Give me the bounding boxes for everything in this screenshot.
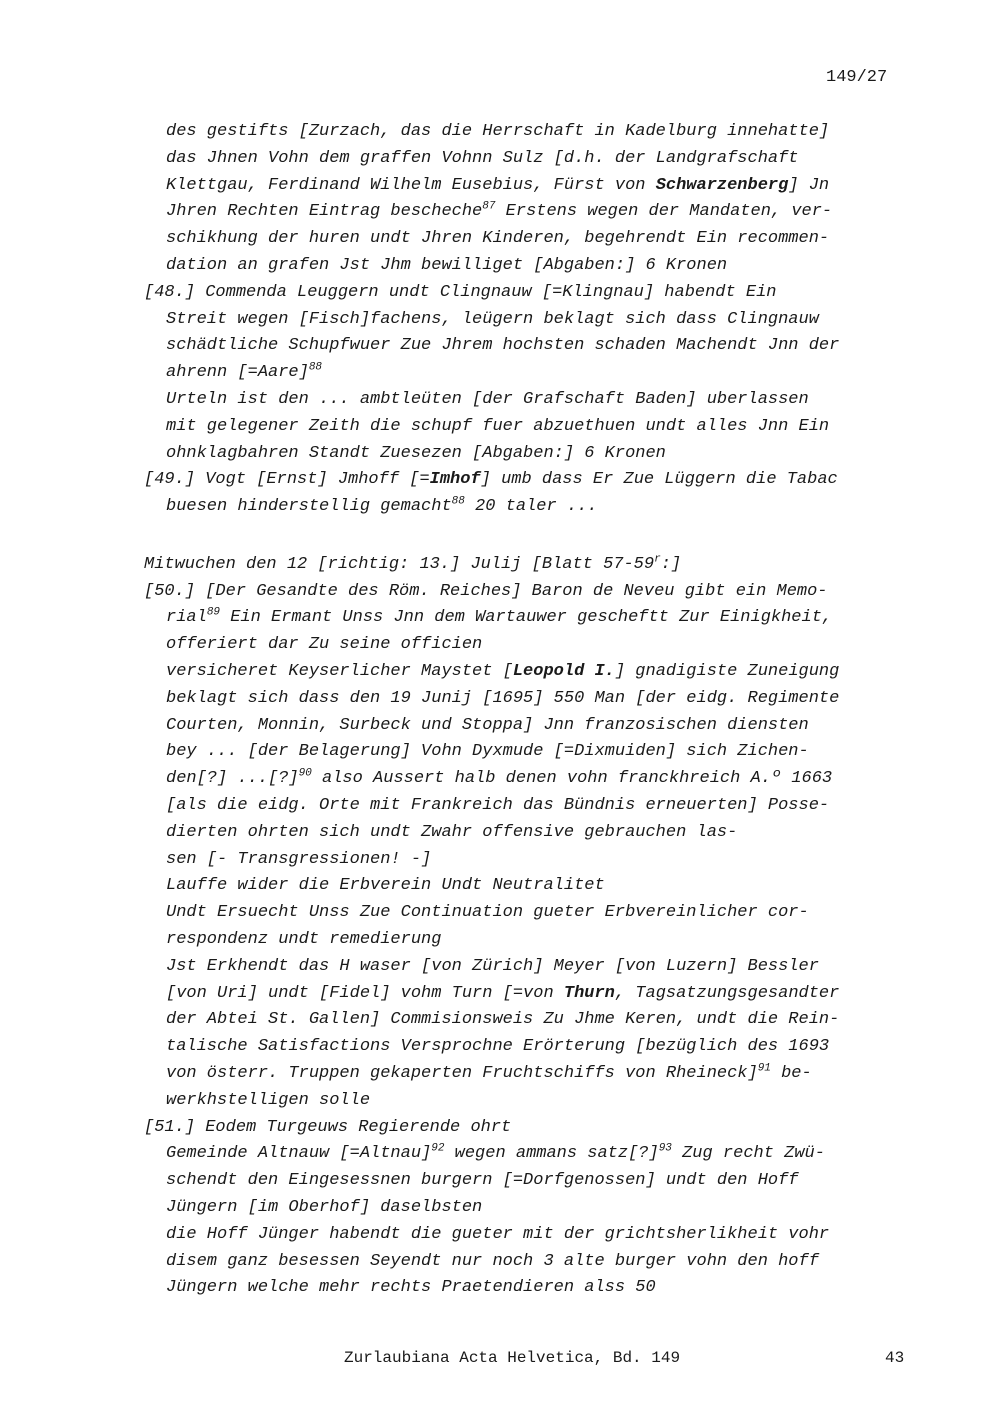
text-segment: schendt den Eingesessnen burgern [=Dorfgenossen] undt den Hoff [166, 1171, 799, 1190]
text-segment: [als die eidg. Orte mit Frankreich das Bündnis erneuerten] Posse- [166, 796, 830, 815]
text-segment: Jüngern [im Oberhof] daselbsten [166, 1198, 483, 1217]
text-segment: versicheret Keyserlicher Maystet [ [166, 662, 513, 681]
text-segment: :] [660, 555, 682, 574]
text-segment: [51.] Eodem Turgeuws Regierende ohrt [144, 1118, 512, 1137]
text-segment: offeriert dar Zu seine officien [166, 635, 483, 654]
footnote-ref: 89 [206, 606, 221, 619]
text-segment: Zug recht Zwü- [671, 1144, 825, 1163]
text-segment: wegen ammans satz[?] [444, 1144, 659, 1163]
text-segment: Lauffe wider die Erbverein Undt Neutralitet [166, 876, 605, 895]
text-segment: be- [770, 1064, 812, 1083]
text-segment: , Tagsatzungsgesandter [614, 984, 840, 1003]
text-segment: der Abtei St. Gallen] Commisionsweis Zu Jhme Keren, undt die Rein- [166, 1010, 840, 1029]
text-line [166, 1252, 819, 1272]
text-line [166, 444, 666, 464]
text-line [166, 984, 839, 1004]
footnote-ref: 91 [757, 1062, 771, 1075]
text-segment: respondenz undt remedierung [166, 930, 442, 949]
text-segment: ] Jn [788, 176, 830, 195]
text-line [166, 689, 839, 709]
footnote-ref: 87 [482, 200, 496, 213]
text-segment: 20 taler ... [464, 497, 598, 516]
footnote-ref: 88 [308, 361, 323, 374]
text-line [166, 850, 431, 870]
text-segment: werkhstelligen solle [166, 1091, 371, 1110]
text-line [166, 796, 829, 816]
text-line [166, 149, 799, 169]
bold-name: Leopold I. [512, 662, 615, 681]
text-line [144, 555, 681, 575]
text-segment: Streit wegen [Fisch]fachens, leügern beklagt sich dass Clingnauw [166, 310, 819, 329]
text-segment: schikhung der huren undt Jhren Kinderen, begehrendt Ein recommen- [166, 229, 830, 248]
bold-name: Imhof [429, 470, 481, 489]
text-line [166, 1091, 370, 1111]
footnote-ref: 93 [658, 1142, 672, 1155]
footer-title: Zurlaubiana Acta Helvetica, Bd. 149 [344, 1349, 681, 1367]
text-segment: [49.] Vogt [Ernst] Jmhoff [= [144, 470, 430, 489]
text-line [166, 716, 809, 736]
text-line [144, 470, 838, 490]
text-line [166, 876, 605, 896]
text-segment: Jüngern welche mehr rechts Praetendieren alss 50 [166, 1278, 656, 1297]
text-line [144, 582, 828, 602]
text-line [166, 1144, 825, 1164]
text-segment: sen [- Transgressionen! -] [166, 850, 432, 869]
text-segment: buesen hinderstellig gemacht [166, 497, 452, 516]
text-line [166, 635, 482, 655]
text-segment: [von Uri] undt [Fidel] vohm Turn [=von [166, 984, 564, 1003]
text-segment: Klettgau, Ferdinand Wilhelm Eusebius, Fürst von [166, 176, 656, 195]
text-segment: Undt Ersuecht Unss Zue Continuation gueter Erbvereinlicher cor- [166, 903, 809, 922]
text-line [166, 662, 839, 682]
text-segment: ahrenn [=Aare] [166, 363, 309, 382]
text-segment: Gemeinde Altnauw [=Altnau] [166, 1144, 432, 1163]
text-segment: talische Satisfactions Versprochne Erörterung [bezüglich des 1693 [166, 1037, 830, 1056]
text-line [166, 363, 322, 383]
text-segment: beklagt sich dass den 19 Junij [1695] 550 Man [der eidg. Regimente [166, 689, 840, 708]
text-line [166, 957, 819, 977]
text-line [166, 176, 829, 196]
text-segment: disem ganz besessen Seyendt nur noch 3 alte burger vohn den hoff [166, 1252, 819, 1271]
text-segment: von österr. Truppen gekaperten Fruchtschiffs von Rheineck] [166, 1064, 758, 1083]
text-line [166, 417, 829, 437]
text-segment: Jhren Rechten Eintrag bescheche [166, 202, 483, 221]
text-segment: den[?] ...[?] [166, 769, 299, 788]
text-line [166, 742, 809, 762]
text-line [166, 823, 737, 843]
footnote-ref: 92 [431, 1142, 445, 1155]
text-segment: ohnklagbahren Standt Zuesezen [Abgaben:] 6 Kronen [166, 444, 666, 463]
text-line [166, 122, 829, 142]
text-segment: bey ... [der Belagerung] Vohn Dyxmude [=Dixmuiden] sich Zichen- [166, 742, 809, 761]
text-line [166, 202, 832, 222]
text-line [166, 1225, 829, 1245]
text-segment: schädtliche Schupfwuer Zue Jhrem hochsten schaden Machendt Jnn der [166, 336, 840, 355]
text-segment: [50.] [Der Gesandte des Röm. Reiches] Baron de Neveu gibt ein Memo- [144, 582, 828, 601]
text-segment: rial [166, 608, 207, 627]
text-segment: Jst Erkhendt das H waser [von Zürich] Meyer [von Luzern] Bessler [166, 957, 819, 976]
bold-name: Schwarzenberg [655, 176, 789, 195]
footnote-ref: 90 [298, 767, 312, 780]
text-line [166, 1171, 799, 1191]
text-segment: also Aussert halb denen vohn franckhreich A.º 1663 [311, 769, 833, 788]
text-line [144, 283, 777, 303]
page-reference: 149/27 [826, 68, 888, 87]
text-line [166, 336, 839, 356]
text-segment: Mitwuchen den 12 [richtig: 13.] Julij [Blatt 57-59 [144, 555, 655, 574]
text-line [166, 608, 832, 628]
text-line [166, 769, 832, 789]
text-line [166, 1198, 482, 1218]
bold-name: Thurn [563, 984, 615, 1003]
text-line [166, 229, 829, 249]
text-line [166, 256, 727, 276]
text-segment: dierten ohrten sich undt Zwahr offensive gebrauchen las- [166, 823, 738, 842]
text-line [166, 930, 441, 950]
text-line [166, 1278, 656, 1298]
text-segment: Ein Ermant Unss Jnn dem Wartauwer gescheftt Zur Einigkheit, [220, 608, 833, 627]
text-line [166, 497, 597, 517]
text-segment: das Jhnen Vohn dem graffen Vohnn Sulz [d.h. der Landgrafschaft [166, 149, 799, 168]
text-line [144, 1118, 511, 1138]
text-segment: ] gnadigiste Zuneigung [614, 662, 840, 681]
text-line [166, 310, 819, 330]
footer-page-number: 43 [885, 1349, 905, 1367]
text-segment: Courten, Monnin, Surbeck und Stoppa] Jnn franzosischen diensten [166, 716, 809, 735]
text-segment: des gestifts [Zurzach, das die Herrschaft in Kadelburg innehatte] [166, 122, 830, 141]
text-segment: Erstens wegen der Mandaten, ver- [495, 202, 833, 221]
text-segment: mit gelegener Zeith die schupf fuer abzuethuen undt alles Jnn Ein [166, 417, 830, 436]
footnote-ref: r [654, 553, 661, 566]
text-segment: Urteln ist den ... ambtleüten [der Grafschaft Baden] uberlassen [166, 390, 809, 409]
text-segment: dation an grafen Jst Jhm bewilliget [Abgaben:] 6 Kronen [166, 256, 728, 275]
text-segment: ] umb dass Er Zue Lüggern die Tabac [480, 470, 838, 489]
text-line [166, 1037, 829, 1057]
text-line [166, 1064, 812, 1084]
footnote-ref: 88 [451, 495, 465, 508]
text-line [166, 903, 809, 923]
text-line [166, 390, 809, 410]
text-segment: die Hoff Jünger habendt die gueter mit der grichtsherlikheit vohr [166, 1225, 830, 1244]
text-line [166, 1010, 839, 1030]
text-segment: [48.] Commenda Leuggern undt Clingnauw [=Klingnau] habendt Ein [144, 283, 777, 302]
